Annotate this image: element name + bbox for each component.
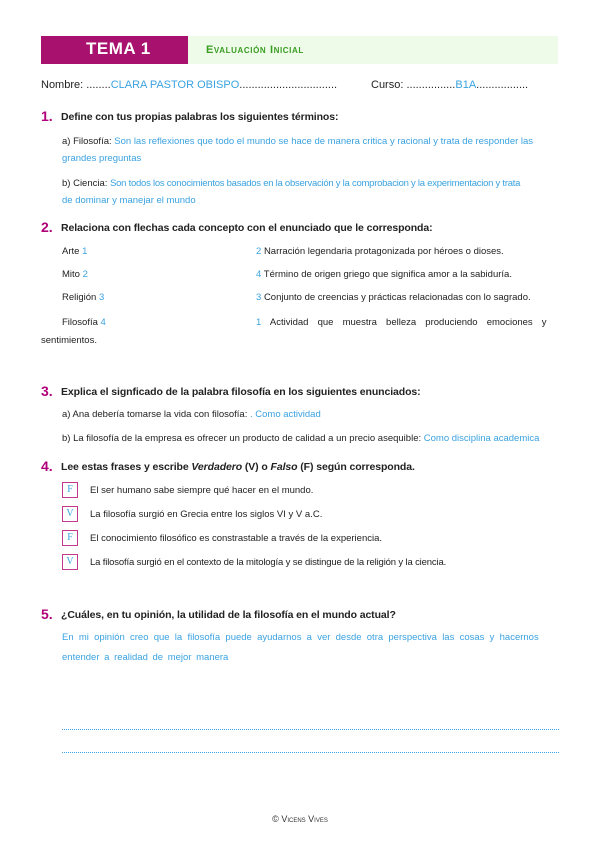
publisher-name: Vicens Vives — [281, 814, 328, 824]
statement-row — [256, 292, 531, 303]
concept-name: Filosofía — [62, 317, 98, 328]
q3-a-text: a) Ana debería tomarse la vida con filosofía: — [62, 409, 250, 420]
q3-b-text: b) La filosofía de la empresa es ofrecer un producto de calidad a un precio asequible: — [62, 433, 424, 444]
nombre-line — [41, 79, 337, 91]
footer — [0, 814, 600, 824]
tema-title: TEMA 1 — [86, 39, 151, 58]
statement-text: El conocimiento filosófico es constrastable a través de la experiencia. — [90, 533, 383, 544]
nombre-label: Nombre: ........ — [41, 79, 111, 91]
q5-answer-line1[interactable]: En mi opinión creo que la filosofía puede ayudarnos a ver desde otra perspectiva las cosas y hacernos — [62, 632, 539, 643]
statement-number[interactable]: 3 — [256, 292, 262, 303]
q3-b-line — [62, 433, 539, 444]
section-title: Evaluación Inicial — [206, 44, 304, 56]
q4-title-part: (V) o — [242, 461, 271, 473]
q4-title-verdadero: Verdadero — [191, 461, 243, 473]
concept-number[interactable]: 4 — [100, 317, 106, 328]
concept-row — [62, 292, 104, 303]
answer-box[interactable]: V — [62, 554, 78, 570]
curso-label: Curso: ................ — [371, 79, 456, 91]
concept-number[interactable]: 1 — [82, 246, 88, 257]
statement-number[interactable]: 4 — [256, 269, 262, 280]
q1-b-answer[interactable]: Son todos los conocimientos basados en la observación y la comprobacion y la experimentacion y trata — [110, 178, 521, 189]
q4-title — [61, 461, 415, 473]
q1-a-line1 — [62, 136, 533, 147]
answer-box[interactable]: V — [62, 506, 78, 522]
concept-number[interactable]: 3 — [98, 292, 105, 303]
statement-row — [256, 269, 512, 280]
answer-box[interactable]: F — [62, 482, 78, 498]
q3-a-answer[interactable]: . Como actividad — [250, 409, 321, 420]
concept-name: Arte — [62, 246, 80, 257]
statement-row — [256, 246, 504, 257]
answer-line — [62, 729, 559, 730]
q1-a-label: a) Filosofía: — [62, 136, 115, 147]
concept-row — [62, 269, 88, 280]
q1-b-label: b) Ciencia: — [62, 178, 111, 189]
statement-row — [256, 317, 547, 328]
q3-a-line — [62, 409, 321, 420]
q3-b-answer[interactable]: Como disciplina academica — [423, 433, 540, 444]
statement-text: Término de origen griego que significa amor a la sabiduría. — [263, 269, 512, 280]
q1-title: Define con tus propias palabras los siguientes términos: — [61, 111, 339, 123]
q4-title-falso: Falso — [270, 461, 298, 473]
concept-name: Mito — [62, 269, 80, 280]
statement-text: La filosofía surgió en Grecia entre los siglos VI y V a.C. — [90, 509, 323, 520]
statement-text: El ser humano sabe siempre qué hacer en el mundo. — [90, 485, 314, 496]
q2-title: Relaciona con flechas cada concepto con el enunciado que le corresponda: — [61, 222, 433, 234]
tema-banner — [41, 36, 188, 64]
q5-answer-line2[interactable]: entender a realidad de mejor manera — [62, 652, 229, 663]
q1-b-line2[interactable]: de dominar y manejar el mundo — [62, 195, 196, 206]
q1-a-line2[interactable]: grandes preguntas — [62, 153, 142, 164]
answer-line — [62, 752, 559, 753]
section-banner — [188, 36, 558, 64]
q4-number: 4. — [41, 458, 53, 474]
statement-continuation: sentimientos. — [41, 335, 97, 346]
concept-row — [62, 246, 87, 257]
statement-text: Narración legendaria protagonizada por héroes o dioses. — [263, 246, 504, 257]
concept-row — [62, 317, 106, 328]
curso-value[interactable]: B1A — [455, 79, 477, 91]
answer-box[interactable]: F — [62, 530, 78, 546]
q2-number: 2. — [41, 219, 53, 235]
curso-dots: ................. — [476, 79, 529, 91]
statement-number[interactable]: 2 — [256, 246, 262, 257]
nombre-dots: ................................ — [239, 79, 338, 91]
statement-text: Conjunto de creencias y prácticas relacionadas con lo sagrado. — [263, 292, 531, 303]
statement-text: La filosofía surgió en el contexto de la mitología y se distingue de la religión y la ciencia. — [90, 557, 447, 568]
statement-text: Actividad que muestra belleza produciendo emociones y — [269, 317, 547, 328]
statement-number[interactable]: 1 — [256, 317, 262, 328]
q5-title: ¿Cuáles, en tu opinión, la utilidad de la filosofía en el mundo actual? — [61, 609, 396, 621]
q3-title: Explica el signficado de la palabra filosofía en los siguientes enunciados: — [61, 386, 421, 398]
q3-number: 3. — [41, 383, 53, 399]
curso-line — [371, 79, 528, 91]
copyright-symbol: © — [272, 814, 279, 824]
concept-number[interactable]: 2 — [82, 269, 88, 280]
q1-number: 1. — [41, 108, 53, 124]
nombre-value[interactable]: CLARA PASTOR OBISPO — [110, 79, 240, 91]
q1-b-line1 — [62, 178, 520, 189]
q5-number: 5. — [41, 606, 53, 622]
q1-a-answer[interactable]: Son las reflexiones que todo el mundo se hace de manera critica y racional y trata de responder las — [114, 136, 534, 147]
q4-title-part: Lee estas frases y escribe — [61, 461, 192, 473]
concept-name: Religión — [62, 292, 97, 303]
q4-title-part: (F) según corresponda. — [297, 461, 415, 473]
